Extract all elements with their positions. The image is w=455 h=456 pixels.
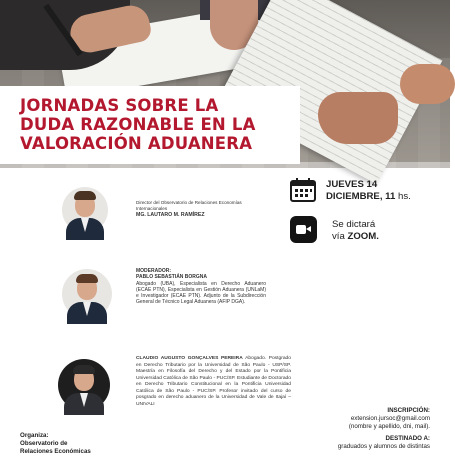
speaker-description: Abogado. Postgrado en Derecho Tributario por la Universidad de São Paulo - USP/SP. Maestría en Filosofía del Derecho y del Estado por la Pontificia Universidad Católica de São Paulo - PUC/SP. Estudiante de Doctorado en Derecho Tributario Constitucional en la Pontificia Universidad Católica de São Paulo - PUC/SP. Profesor invitado del curso de posgrado en derecho aduanero de la Universidad de Vale de Itajaí – UNIVALI	[136, 356, 291, 407]
event-modality: Se dictará vía ZOOM.	[332, 219, 379, 242]
title-line: VALORACIÓN ADUANERA	[20, 134, 253, 153]
speaker-name: CLAUDIO AUGUSTO GONÇALVES PEREIRA	[136, 356, 243, 361]
event-date	[326, 179, 411, 203]
speaker-photo	[58, 359, 110, 411]
speaker-role: Director del Observatorio de Relaciones Economías Internacionales	[136, 200, 242, 211]
title-line: JORNADAS SOBRE LA	[20, 96, 219, 115]
organizer: Organiza: Observatorio de Relaciones Económicas	[20, 432, 91, 455]
speaker-info	[136, 356, 291, 408]
speaker-name: PABLO SEBASTIÁN BORGNA	[136, 274, 208, 281]
registration-info: INSCRIPCIÓN: extension.jursoc@gmail.com (nombre y apellido, dni, mail).	[280, 407, 430, 430]
speaker-photo	[62, 269, 112, 319]
hero-hand	[400, 64, 455, 104]
organizer-label: Organiza:	[20, 432, 49, 439]
title-line: DUDA RAZONABLE EN LA	[20, 115, 256, 134]
speaker-description: Abogado (UBA), Especialista en Derecho Aduanero (ECAE PTN), Especialista en Gestión Aduanera (UNLaM) e Investigador (ECAE PTN). Adjunto de la Subdirección General de Técnico Legal Aduanera (AFIP DGA).	[136, 280, 266, 306]
calendar-icon	[290, 178, 316, 202]
page-title	[20, 96, 290, 153]
moderator-info	[136, 268, 266, 306]
audience-info: DESTINADO A: graduados y alumnos de distintas	[280, 435, 430, 451]
registration-label: INSCRIPCIÓN:	[387, 407, 430, 414]
hero-hand	[318, 92, 398, 144]
audience-label: DESTINADO A:	[385, 435, 430, 442]
zoom-camera-icon	[290, 216, 317, 243]
event-datetime: DICIEMBRE, 11 hs.	[326, 191, 411, 202]
registration-email[interactable]: extension.jursoc@gmail.com	[350, 414, 430, 422]
zoom-platform: ZOOM.	[347, 231, 379, 242]
speaker-photo	[62, 187, 108, 233]
moderator-label: MODERADOR:	[136, 268, 171, 274]
speaker-name: MG. LAUTARO M. RAMÍREZ	[136, 212, 205, 218]
event-day: JUEVES 14	[326, 179, 378, 190]
